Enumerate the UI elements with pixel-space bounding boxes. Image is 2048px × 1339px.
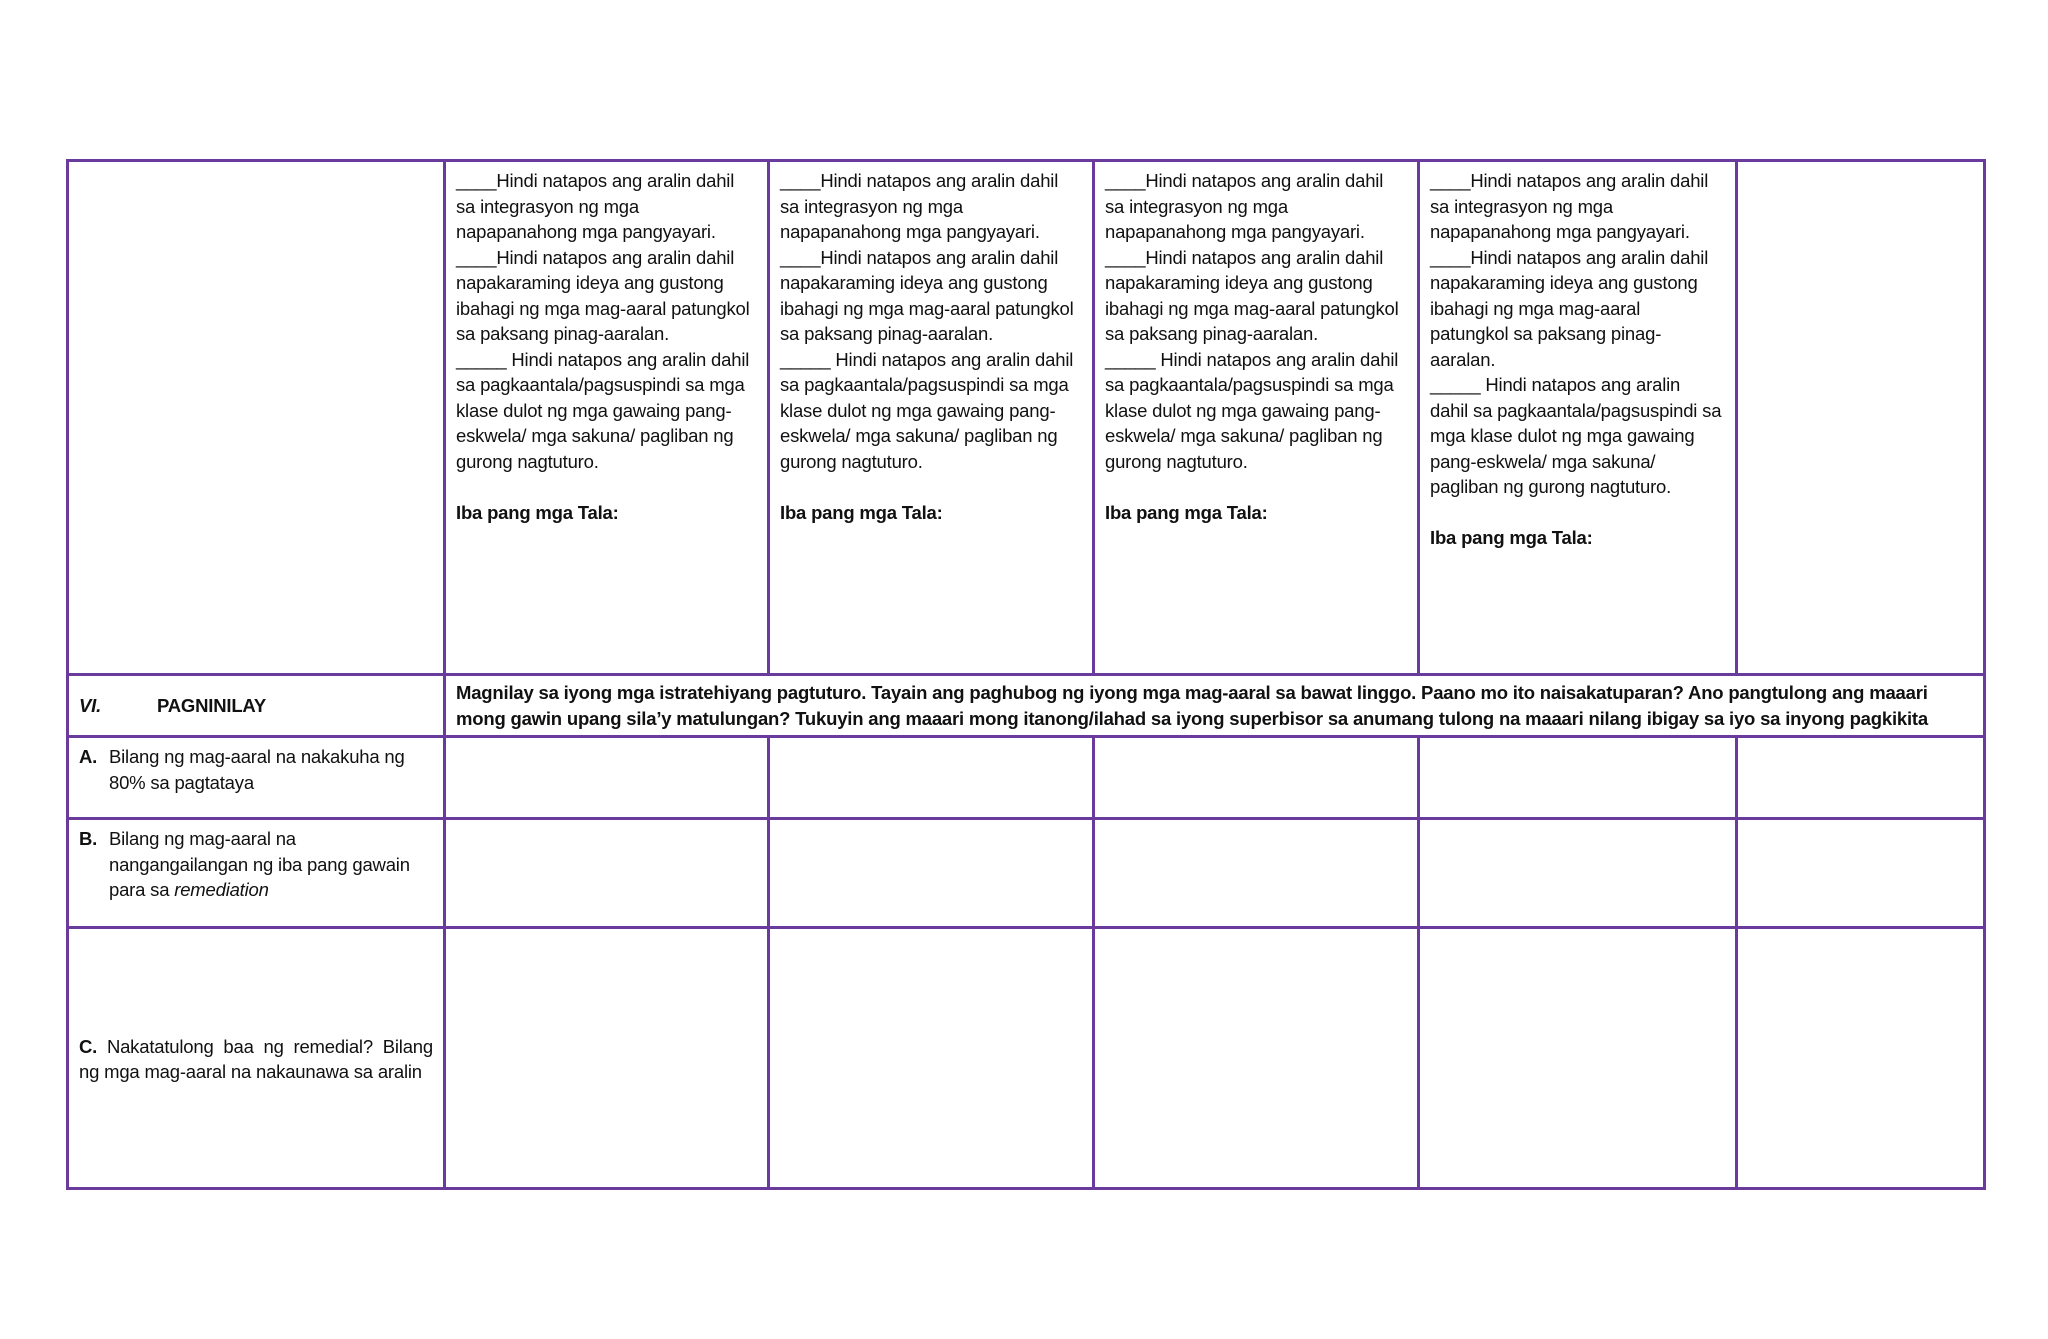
note-line: eskwela/ mga sakuna/ pagliban ng: [780, 425, 1058, 446]
note-line: ____Hindi natapos ang aralin dahil: [1105, 246, 1384, 268]
notes-cell-5: [1737, 161, 1985, 675]
section-title: PAGNINILAY: [157, 694, 267, 716]
reflection-table: [66, 159, 1986, 1190]
note-line: klase dulot ng mga gawaing pang-: [1105, 399, 1381, 421]
notes-row: [68, 161, 1985, 675]
item-b-label: [68, 819, 445, 928]
note-line: napakaraming ideya ang gustong: [456, 272, 724, 293]
other-notes-label: Iba pang mga Tala:: [456, 501, 619, 523]
note-line: sa integrasyon ng mga: [456, 195, 639, 217]
note-line: ____Hindi natapos ang aralin dahil: [780, 170, 1059, 191]
item-b-cell-3[interactable]: [1094, 819, 1419, 928]
section-heading: [68, 675, 445, 737]
item-text-line: 80% sa pagtataya: [109, 771, 254, 793]
item-a-cell-1[interactable]: [445, 737, 769, 819]
note-line: ____Hindi natapos ang aralin dahil: [1105, 170, 1384, 191]
item-text-prefix: para sa: [109, 879, 175, 900]
note-line: sa integrasyon ng mga: [1430, 195, 1613, 217]
item-letter: B.: [79, 828, 98, 849]
other-notes-label: Iba pang mga Tala:: [1105, 501, 1268, 523]
item-b-cell-5[interactable]: [1737, 819, 1985, 928]
note-line: ibahagi ng mga mag-aaral patungkol: [1105, 297, 1399, 319]
note-line: gurong nagtuturo.: [456, 450, 599, 472]
item-text-rest: Nakatatulong baa ng remedial? Bilang: [106, 1035, 433, 1057]
item-c-cell-1[interactable]: [445, 928, 769, 1189]
note-line: napapanahong mga pangyayari.: [1430, 221, 1690, 242]
item-text-line: [79, 1034, 433, 1060]
notes-cell-3: [1094, 161, 1419, 675]
other-notes-label: Iba pang mga Tala:: [780, 501, 943, 523]
note-line: sa pagkaantala/pagsuspindi sa mga: [456, 374, 745, 395]
row-item-a: [68, 737, 1985, 819]
section-number: VI.: [79, 694, 102, 716]
notes-label-cell: [68, 161, 445, 675]
note-line: ibahagi ng mga mag-aaral: [1430, 297, 1641, 319]
item-text-emphasis: remediation: [174, 879, 269, 900]
reflection-instruction: [445, 675, 1985, 737]
row-item-b: [68, 819, 1985, 928]
note-line: sa paksang pinag-aaralan.: [780, 323, 994, 344]
item-text-line: ng mga mag-aaral na nakaunawa sa aralin: [79, 1061, 422, 1082]
item-a-cell-4[interactable]: [1419, 737, 1737, 819]
item-c-cell-3[interactable]: [1094, 928, 1419, 1189]
item-c-label: [68, 928, 445, 1189]
notes-cell-1: [445, 161, 769, 675]
note-line: _____ Hindi natapos ang aralin dahil: [456, 348, 750, 370]
note-line: sa integrasyon ng mga: [780, 195, 963, 217]
note-line: gurong nagtuturo.: [1105, 450, 1248, 472]
note-line: pang-eskwela/ mga sakuna/: [1430, 450, 1656, 472]
item-b-cell-2[interactable]: [769, 819, 1094, 928]
note-line: _____ Hindi natapos ang aralin dahil: [780, 348, 1074, 370]
note-line: eskwela/ mga sakuna/ pagliban ng: [456, 425, 734, 446]
notes-cell-4: [1419, 161, 1737, 675]
section-header-row: [68, 675, 1985, 737]
item-c-cell-2[interactable]: [769, 928, 1094, 1189]
note-line: klase dulot ng mga gawaing pang-: [780, 399, 1056, 421]
item-text-line: Bilang ng mag-aaral na nakakuha ng: [109, 746, 405, 767]
item-text-line: Bilang ng mag-aaral na: [109, 828, 296, 849]
note-line: ____Hindi natapos ang aralin dahil: [780, 246, 1059, 268]
item-a-cell-2[interactable]: [769, 737, 1094, 819]
row-item-c: [68, 928, 1985, 1189]
note-line: ____Hindi natapos ang aralin dahil: [456, 170, 735, 191]
note-line: mga klase dulot ng mga gawaing: [1430, 425, 1695, 446]
item-a-cell-3[interactable]: [1094, 737, 1419, 819]
note-line: ____Hindi natapos ang aralin dahil: [1430, 246, 1709, 268]
note-line: _____ Hindi natapos ang aralin dahil: [1105, 348, 1399, 370]
item-text-line: nangangailangan ng iba pang gawain: [109, 853, 410, 875]
other-notes-label: Iba pang mga Tala:: [1430, 527, 1593, 548]
note-line: ____Hindi natapos ang aralin dahil: [1430, 170, 1709, 191]
note-line: napakaraming ideya ang gustong: [1105, 272, 1373, 293]
note-line: klase dulot ng mga gawaing pang-: [456, 399, 732, 421]
item-letter: A.: [79, 746, 98, 767]
note-line: pagliban ng gurong nagtuturo.: [1430, 476, 1672, 497]
note-line: napakaraming ideya ang gustong: [1430, 272, 1698, 293]
note-line: aaralan.: [1430, 348, 1496, 370]
note-line: ibahagi ng mga mag-aaral patungkol: [456, 297, 750, 319]
note-line: napapanahong mga pangyayari.: [780, 221, 1040, 242]
item-c-cell-4[interactable]: [1419, 928, 1737, 1189]
item-c-cell-5[interactable]: [1737, 928, 1985, 1189]
note-line: dahil sa pagkaantala/pagsuspindi sa: [1430, 399, 1722, 421]
note-line: napakaraming ideya ang gustong: [780, 272, 1048, 293]
note-line: eskwela/ mga sakuna/ pagliban ng: [1105, 425, 1383, 446]
instruction-line: Magnilay sa iyong mga istratehiyang pagtuturo. Tayain ang paghubog ng iyong mga mag-aaral sa bawat linggo. Paano mo ito naisakatuparan? Ano pangtulong ang maaari: [456, 682, 1928, 703]
item-text-line: [109, 877, 433, 903]
note-line: ibahagi ng mga mag-aaral patungkol: [780, 297, 1074, 319]
note-line: sa paksang pinag-aaralan.: [456, 323, 670, 344]
note-line: napapanahong mga pangyayari.: [1105, 221, 1365, 242]
note-line: patungkol sa paksang pinag-: [1430, 323, 1662, 344]
note-line: sa pagkaantala/pagsuspindi sa mga: [780, 374, 1069, 395]
item-b-cell-4[interactable]: [1419, 819, 1737, 928]
note-line: _____ Hindi natapos ang aralin: [1430, 374, 1681, 395]
note-line: napapanahong mga pangyayari.: [456, 221, 716, 242]
note-line: sa paksang pinag-aaralan.: [1105, 323, 1319, 344]
notes-cell-2: [769, 161, 1094, 675]
note-line: sa pagkaantala/pagsuspindi sa mga: [1105, 374, 1394, 395]
item-b-cell-1[interactable]: [445, 819, 769, 928]
item-a-label: [68, 737, 445, 819]
item-letter: C.: [79, 1035, 98, 1057]
item-a-cell-5[interactable]: [1737, 737, 1985, 819]
instruction-line: mong gawin upang sila’y matulungan? Tukuyin ang maaari mong itanong/ilahad sa iyong superbisor sa anumang tulong na maaari nilang ibigay sa iyo sa inyong pagkikita: [456, 707, 1928, 729]
note-line: sa integrasyon ng mga: [1105, 195, 1288, 217]
note-line: ____Hindi natapos ang aralin dahil: [456, 246, 735, 268]
note-line: gurong nagtuturo.: [780, 450, 923, 472]
